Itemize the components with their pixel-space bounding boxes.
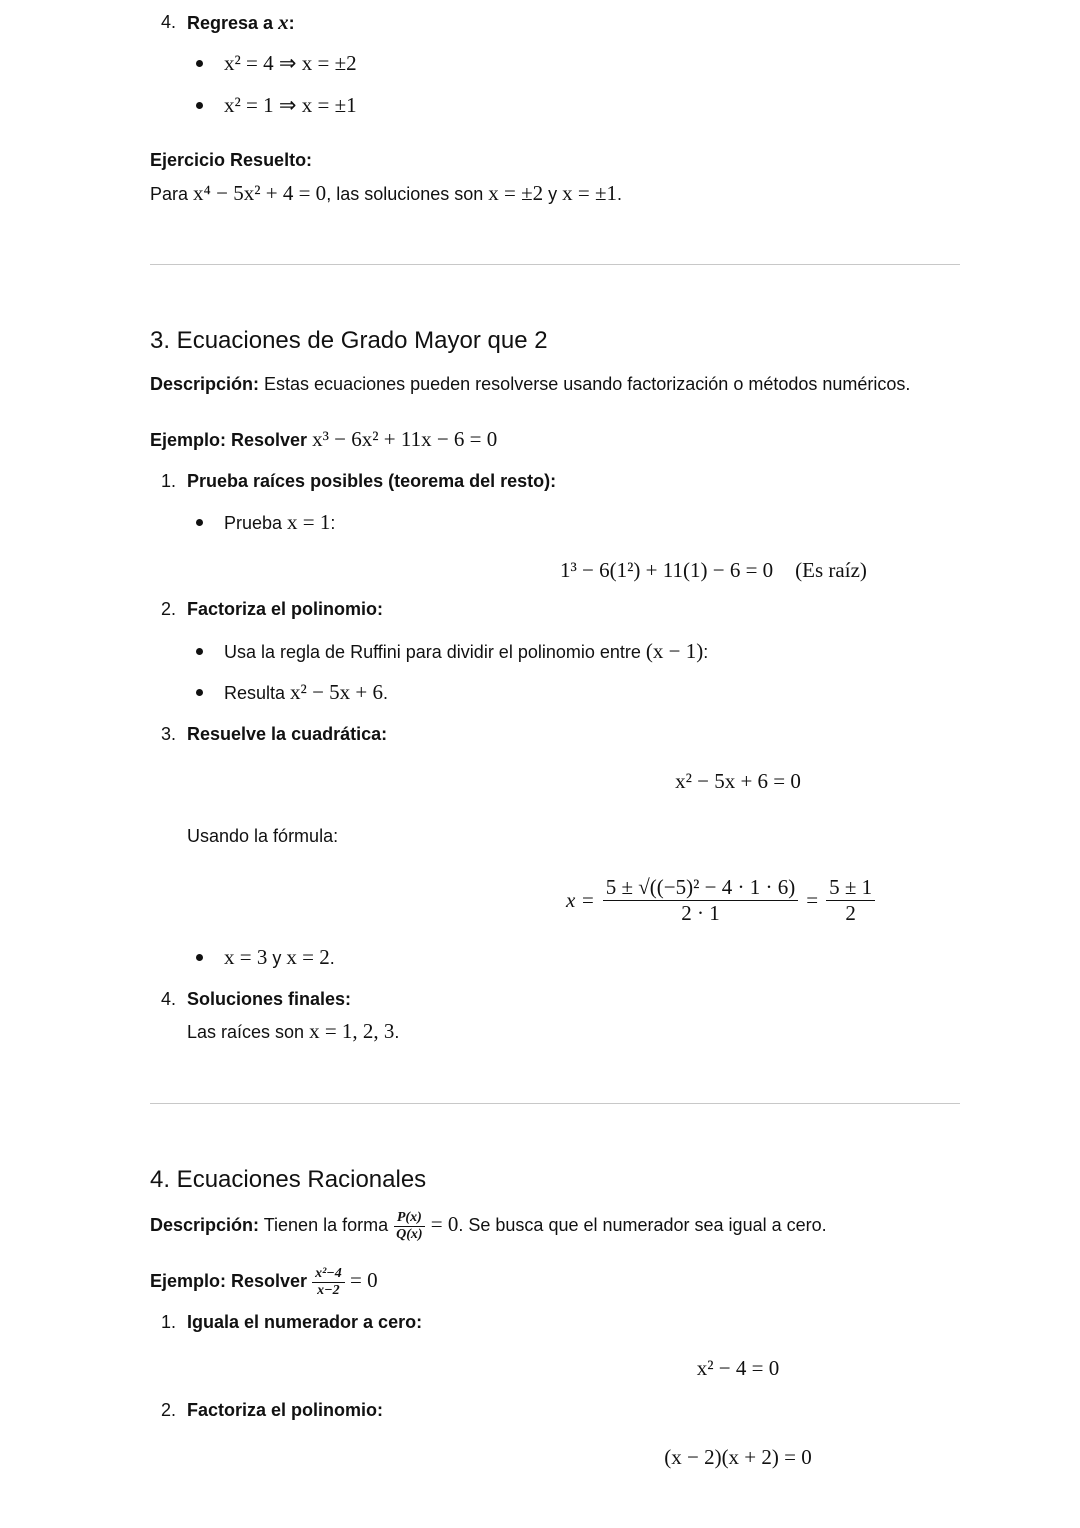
final-solutions <box>187 1016 399 1046</box>
step-1 <box>0 466 1080 496</box>
text: , las soluciones son <box>326 184 489 204</box>
divider <box>150 264 960 265</box>
step-2 <box>0 594 1080 624</box>
step-4 <box>0 984 1080 1014</box>
step-text: Regresa a <box>187 13 274 33</box>
display-equation <box>560 555 867 585</box>
step-number: 1. <box>161 471 177 491</box>
display-equation: x² − 5x + 6 = 0 <box>675 769 801 793</box>
math: x² = 4 ⇒ x = ±2 <box>224 51 357 75</box>
exercise-text <box>150 178 622 208</box>
list-item <box>0 90 1080 120</box>
step-number: 4. <box>161 12 177 32</box>
step-number: 3. <box>161 724 177 744</box>
display-equation: (x − 2)(x + 2) = 0 <box>664 1445 812 1469</box>
text: Resulta <box>224 683 291 703</box>
colon: : <box>288 13 295 33</box>
section-heading: 3. Ecuaciones de Grado Mayor que 2 <box>150 327 548 354</box>
bullet-icon <box>196 102 203 109</box>
denominator: Q(x) <box>396 1226 423 1242</box>
text: Para <box>150 184 194 204</box>
math: x⁴ − 5x² + 4 = 0 <box>193 181 327 205</box>
description-text: Estas ecuaciones pueden resolverse usando factorización o métodos numéricos. <box>259 374 911 394</box>
numerator: 5 ± 1 <box>826 875 875 900</box>
step-label <box>187 7 295 38</box>
example <box>150 424 497 454</box>
math: x³ − 6x² + 11x − 6 = 0 <box>312 427 498 451</box>
step-number: 2. <box>161 1400 177 1420</box>
numerator: P(x) <box>394 1210 425 1227</box>
denominator: x−2 <box>317 1282 340 1298</box>
bullet-icon <box>196 60 203 67</box>
fraction <box>603 875 799 924</box>
description-label: Descripción: <box>150 374 260 394</box>
section-heading: 4. Ecuaciones Racionales <box>150 1166 427 1193</box>
math: x = 1 <box>287 510 331 534</box>
text: y <box>543 184 563 204</box>
step-4-regresa <box>0 7 1080 37</box>
math: x = ±2 <box>488 181 544 205</box>
math: x² − 5x + 6 <box>290 680 384 704</box>
quadratic-formula <box>566 870 875 930</box>
example <box>150 1263 378 1297</box>
step-label: Soluciones finales: <box>187 989 352 1009</box>
math: = <box>806 887 819 912</box>
list-item <box>0 507 1080 537</box>
text: : <box>703 642 709 662</box>
text: . <box>329 948 335 968</box>
step-label: Resuelve la cuadrática: <box>187 724 388 744</box>
description-label: Descripción: <box>150 1215 260 1235</box>
numerator: x²−4 <box>312 1266 345 1283</box>
text: : <box>330 513 336 533</box>
bullet-icon <box>196 519 203 526</box>
text: Prueba <box>224 513 288 533</box>
denominator: 2 <box>845 900 856 925</box>
description <box>150 369 910 399</box>
math: x = 2 <box>286 945 330 969</box>
numerator: 5 ± √((−5)² − 4 · 1 · 6) <box>603 875 799 900</box>
text: y <box>267 948 287 968</box>
list-item <box>0 942 1080 972</box>
math: x = 3 <box>224 945 268 969</box>
step-label: Factoriza el polinomio: <box>187 599 384 619</box>
denominator: 2 · 1 <box>681 900 720 925</box>
example-label: Ejemplo: Resolver <box>150 1271 313 1291</box>
step-label: Factoriza el polinomio: <box>187 1400 384 1420</box>
step-number: 2. <box>161 599 177 619</box>
step-number: 1. <box>161 1312 177 1332</box>
step-label: Prueba raíces posibles (teorema del resto): <box>187 471 557 491</box>
math: 1³ − 6(1²) + 11(1) − 6 = 0 <box>560 558 774 582</box>
math: x = <box>566 887 595 912</box>
math: x <box>278 10 289 34</box>
text: Las raíces son <box>187 1022 310 1042</box>
formula-label: Usando la fórmula: <box>187 826 339 846</box>
step-number: 4. <box>161 989 177 1009</box>
text: Usa la regla de Ruffini para dividir el polinomio entre <box>224 642 646 662</box>
description-text: . Se busca que el numerador sea igual a cero. <box>458 1215 827 1235</box>
math: x = ±1 <box>562 181 618 205</box>
example-label: Ejemplo: Resolver <box>150 430 308 450</box>
fraction <box>312 1266 345 1299</box>
list-item <box>0 48 1080 78</box>
text: . <box>383 683 389 703</box>
bullet-icon <box>196 689 203 696</box>
display-equation: x² − 4 = 0 <box>696 1356 780 1380</box>
step-3 <box>0 719 1080 749</box>
math: x² = 1 ⇒ x = ±1 <box>224 93 357 117</box>
fraction <box>826 875 875 924</box>
list-item <box>0 677 1080 707</box>
math: = 0 <box>344 1268 378 1292</box>
step-2 <box>0 1395 1080 1425</box>
fraction <box>393 1210 425 1243</box>
bullet-icon <box>196 954 203 961</box>
divider <box>150 1103 960 1104</box>
list-item <box>0 636 1080 666</box>
math: = 0 <box>425 1212 459 1236</box>
math: (x − 1) <box>645 639 704 663</box>
step-label: Iguala el numerador a cero: <box>187 1312 423 1332</box>
text: . <box>617 184 623 204</box>
description-text: Tienen la forma <box>259 1215 394 1235</box>
step-1 <box>0 1307 1080 1337</box>
bullet-icon <box>196 648 203 655</box>
note: (Es raíz) <box>795 558 867 582</box>
text: . <box>394 1022 400 1042</box>
math: x = 1, 2, 3 <box>309 1019 395 1043</box>
description <box>150 1207 827 1241</box>
exercise-title: Ejercicio Resuelto: <box>150 150 313 170</box>
